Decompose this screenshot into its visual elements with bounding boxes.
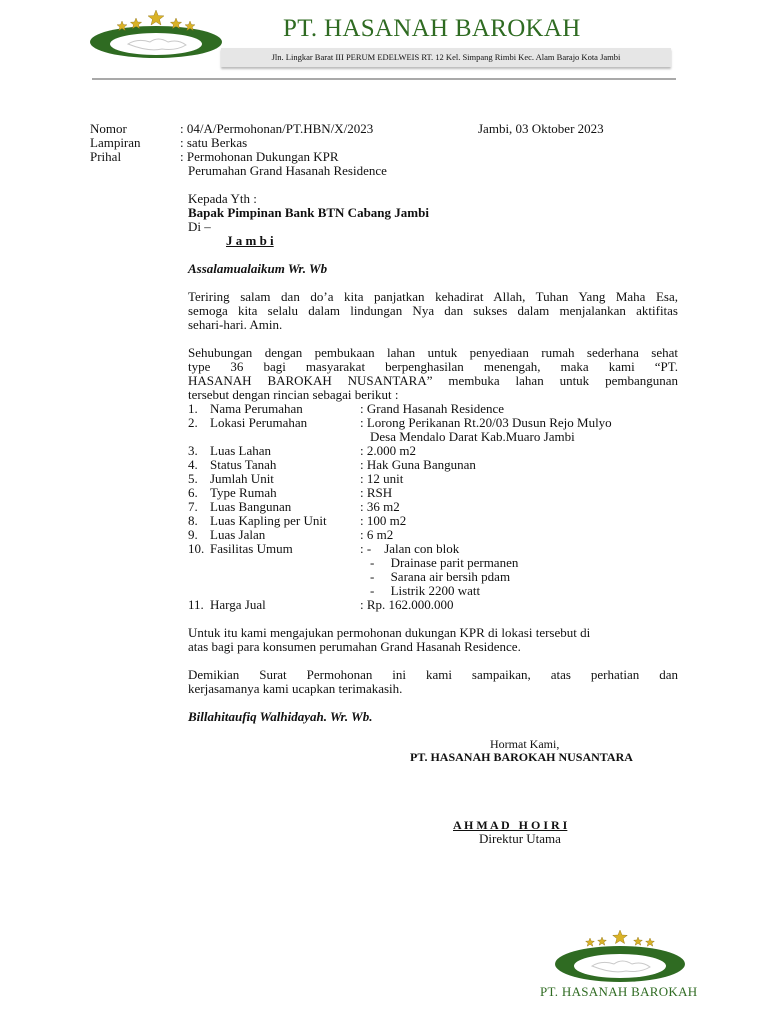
detail-value: : RSH [360, 485, 393, 500]
recipient-name: Bapak Pimpinan Bank BTN Cabang Jambi [188, 205, 429, 220]
detail-no: 10. [188, 541, 205, 556]
company-address: Jln. Lingkar Barat III PERUM EDELWEIS RT. 12 Kel. Simpang Rimbi Kec. Alam Barajo Kota Jambi [271, 52, 621, 62]
paragraph-4-line-2: kerjasamanya kami ucapkan terimakasih. [188, 681, 403, 696]
paragraph-1-line-3: sehari-hari. Amin. [188, 317, 283, 332]
recipient-kepada: Kepada Yth : [188, 191, 257, 206]
lampiran-value: : satu Berkas [180, 135, 248, 150]
detail-no: 1. [188, 401, 198, 416]
company-name: PT. HASANAH BAROKAH [283, 15, 581, 42]
detail-value: : 36 m2 [360, 499, 400, 514]
signature-company: PT. HASANAH BAROKAH NUSANTARA [410, 750, 633, 764]
recipient-di: Di – [188, 219, 211, 234]
detail-value: : 2.000 m2 [360, 443, 416, 458]
header-divider [92, 78, 676, 80]
nomor-value: : 04/A/Permohonan/PT.HBN/X/2023 [180, 121, 374, 136]
detail-label: Luas Bangunan [210, 499, 292, 514]
footer-company-name: PT. HASANAH BAROKAH [540, 984, 698, 999]
paragraph-1-line-1: Teriring salam dan do’a kita panjatkan kehadirat Allah, Tuhan Yang Maha Esa, [188, 289, 678, 304]
detail-value: : Grand Hasanah Residence [360, 401, 505, 416]
prihal-value: : Permohonan Dukungan KPR [180, 149, 339, 164]
company-logo [86, 8, 226, 60]
detail-value: : Rp. 162.000.000 [360, 597, 454, 612]
recipient-city: J a m b i [226, 233, 274, 248]
lampiran-label: Lampiran [90, 135, 141, 150]
detail-no: 3. [188, 443, 198, 458]
stars-icon [586, 930, 655, 946]
facility-item: - Sarana air bersih pdam [370, 569, 511, 584]
detail-no: 8. [188, 513, 198, 528]
detail-no: 6. [188, 485, 198, 500]
paragraph-1-line-2: semoga kita selalu dalam lindungan Nya dan sukses dalam menjalankan aktifitas [188, 303, 678, 318]
detail-no: 4. [188, 457, 198, 472]
detail-label: Lokasi Perumahan [210, 415, 308, 430]
detail-value: : 6 m2 [360, 527, 394, 542]
paragraph-2-line-3: HASANAH BAROKAH NUSANTARA” membuka lahan untuk pembangunan [188, 373, 678, 388]
facility-item: - Listrik 2200 watt [370, 583, 481, 598]
paragraph-2-line-4: tersebut dengan rincian sebagai berikut : [188, 387, 399, 402]
detail-label: Jumlah Unit [210, 471, 274, 486]
detail-no: 9. [188, 527, 198, 542]
detail-value: : 100 m2 [360, 513, 407, 528]
detail-no: 7. [188, 499, 198, 514]
detail-no: 2. [188, 415, 198, 430]
paragraph-3-line-1: Untuk itu kami mengajukan permohonan dukungan KPR di lokasi tersebut di [188, 625, 591, 640]
detail-label: Status Tanah [210, 457, 277, 472]
detail-label: Luas Kapling per Unit [210, 513, 327, 528]
detail-value: : - Jalan con blok [360, 541, 460, 556]
signature-hormat: Hormat Kami, [490, 737, 560, 751]
footer-logo [552, 928, 688, 984]
paragraph-4-line-1: Demikian Surat Permohonan ini kami sampaikan, atas perhatian dan [188, 667, 678, 682]
detail-label: Luas Jalan [210, 527, 266, 542]
nomor-label: Nomor [90, 121, 127, 136]
detail-label: Nama Perumahan [210, 401, 303, 416]
prihal-value-2: Perumahan Grand Hasanah Residence [188, 163, 387, 178]
signer-title: Direktur Utama [479, 831, 561, 846]
detail-label: Type Rumah [210, 485, 277, 500]
detail-value: : 12 unit [360, 471, 404, 486]
detail-value: : Lorong Perikanan Rt.20/03 Dusun Rejo Mulyo [360, 415, 612, 430]
prihal-label: Prihal [90, 149, 122, 164]
detail-value: : Hak Guna Bangunan [360, 457, 476, 472]
detail-value-continued: Desa Mendalo Darat Kab.Muaro Jambi [370, 429, 575, 444]
paragraph-3-line-2: atas bagi para konsumen perumahan Grand Hasanah Residence. [188, 639, 521, 654]
detail-label: Harga Jual [210, 597, 266, 612]
letter-date: Jambi, 03 Oktober 2023 [478, 121, 604, 136]
paragraph-2-line-1: Sehubungan dengan pembukaan lahan untuk penyediaan rumah sederhana sehat [188, 345, 678, 360]
closing-prayer: Billahitaufiq Walhidayah. Wr. Wb. [188, 709, 373, 724]
detail-label: Luas Lahan [210, 443, 272, 458]
signer-name: A H M A D H O I R I [453, 818, 568, 832]
facility-item: - Drainase parit permanen [370, 555, 519, 570]
detail-no: 5. [188, 471, 198, 486]
greeting: Assalamualaikum Wr. Wb [188, 261, 328, 276]
detail-label: Fasilitas Umum [210, 541, 293, 556]
detail-no: 11. [188, 597, 204, 612]
paragraph-2-line-2: type 36 bagi masyarakat berpenghasilan menengah, maka kami “PT. [188, 359, 678, 374]
address-bar [221, 48, 671, 67]
